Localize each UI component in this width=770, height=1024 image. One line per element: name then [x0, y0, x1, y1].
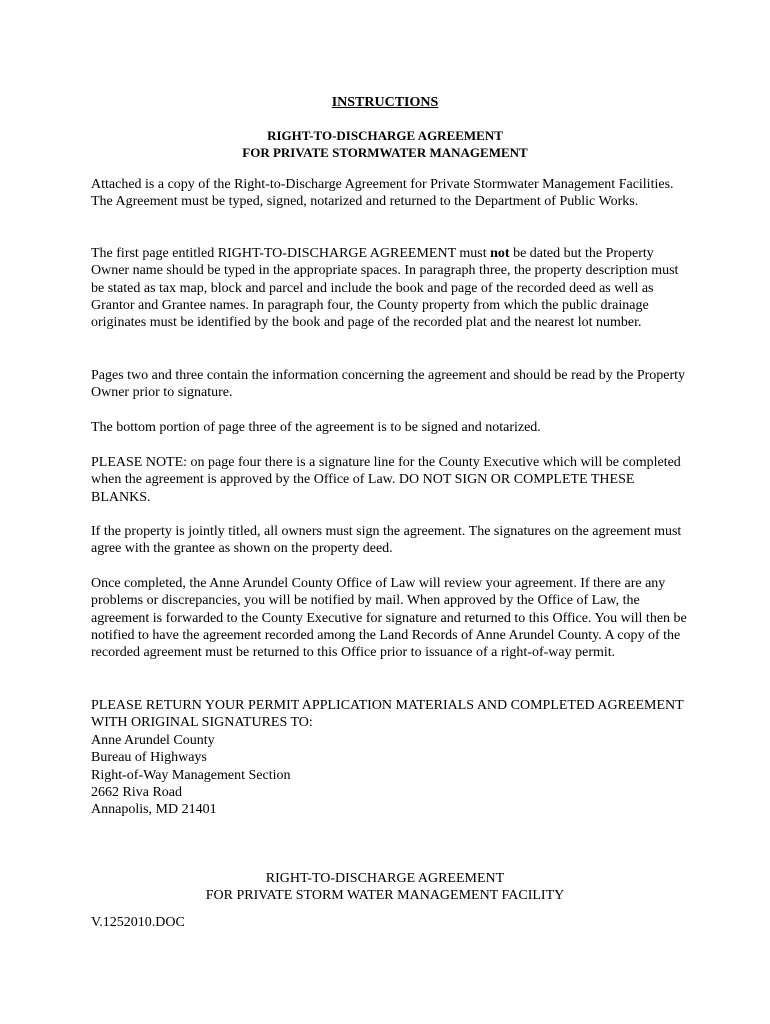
document-id: V.1252010.DOC [91, 915, 185, 930]
agreement-heading-line2: FOR PRIVATE STORMWATER MANAGEMENT [242, 145, 528, 160]
paragraph-first-page-text-a: The first page entitled RIGHT-TO-DISCHARGE AGREEMENT must [91, 246, 491, 261]
address-line-city: Annapolis, MD 21401 [91, 802, 217, 818]
footer-title-line1: RIGHT-TO-DISCHARGE AGREEMENT [265, 871, 505, 886]
paragraph-jointly-titled: If the property is jointly titled, all owners must sign the agreement. The signatures on the agreement must agree with the grantee as shown on the property deed. [91, 524, 682, 557]
address-line-street: 2662 Riva Road [91, 784, 182, 800]
footer-title-line2: FOR PRIVATE STORM WATER MANAGEMENT FACILITY [205, 888, 565, 903]
emphasis-not: not [490, 246, 510, 261]
paragraph-first-page-text-b: be dated but the Property Owner name should be typed in the appropriate spaces. In paragraph three, the property description must be stated as tax map, block and parcel and include the book and page of the recorded deed as well as Grantor and Grantee names. In paragraph four, the County property from which the public drainage originates must be identified by the book and page of the recorded plat and the nearest lot number. [91, 246, 679, 331]
agreement-heading-line1: RIGHT-TO-DISCHARGE AGREEMENT [267, 128, 503, 143]
address-line-county: Anne Arundel County [91, 733, 215, 748]
paragraph-bottom-portion: The bottom portion of page three of the agreement is to be signed and notarized. [91, 420, 541, 435]
paragraph-intro: Attached is a copy of the Right-to-Discharge Agreement for Private Stormwater Management Facilities. The Agreement must be typed, signed, notarized and returned to the Department of Public Works. [91, 177, 674, 210]
paragraph-pages-two-three: Pages two and three contain the information concerning the agreement and should be read by the Property Owner prior to signature. [91, 368, 686, 401]
paragraph-return-instructions: PLEASE RETURN YOUR PERMIT APPLICATION MATERIALS AND COMPLETED AGREEMENT WITH ORIGINAL SIGNATURES TO: [91, 698, 684, 731]
address-line-section: Right-of-Way Management Section [91, 767, 291, 783]
paragraph-please-note: PLEASE NOTE: on page four there is a signature line for the County Executive which will be completed when the agreement is approved by the Office of Law. DO NOT SIGN OR COMPLETE THESE BLANKS. [91, 455, 681, 505]
paragraph-once-completed: Once completed, the Anne Arundel County Office of Law will review your agreement. If there are any problems or discrepancies, you will be notified by mail. When approved by the Office of Law, the agreement is forwarded to the County Executive for signature and returned to this Office. You will then be notified to have the agreement recorded among the Land Records of Anne Arundel County. A copy of the recorded agreement must be returned to this Office prior to issuance of a right-of-way permit. [91, 576, 687, 661]
address-line-bureau: Bureau of Highways [91, 750, 207, 766]
document-title: INSTRUCTIONS [331, 95, 439, 110]
mailing-address [91, 732, 491, 818]
paragraph-first-page [91, 245, 691, 331]
